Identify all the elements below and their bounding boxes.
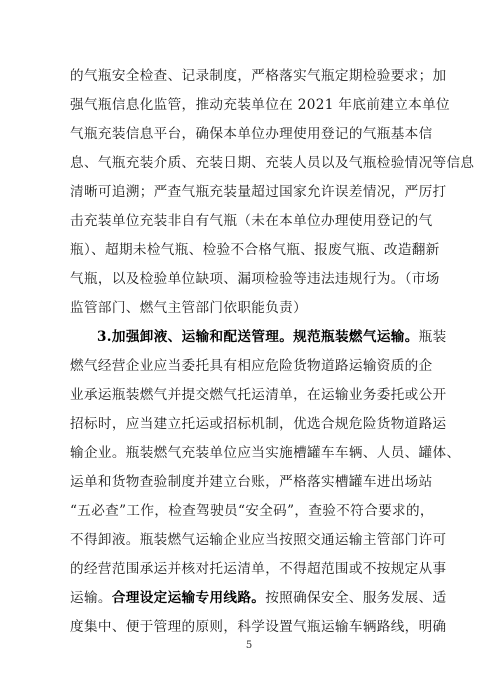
text-line [70, 613, 447, 642]
body-text-segment: 招标时，应当建立托运或招标机制，优选合规危险货物道路运 [70, 416, 447, 432]
text-line [70, 323, 447, 352]
body-text-segment: 强气瓶信息化监管，推动充装单位在 2021 年底前建立本单位 [70, 97, 450, 113]
body-text-segment: 息、气瓶充装介质、充装日期、充装人员以及气瓶检验情况等信息 [70, 155, 475, 171]
text-line [70, 439, 461, 468]
body-text-segment: 气瓶充装信息平台，确保本单位办理使用登记的气瓶基本信 [70, 126, 433, 142]
body-text-segment: 气瓶，以及检验单位缺项、漏项检验等违法违规行为。（市场 [70, 271, 440, 287]
text-line [70, 207, 432, 236]
body-text-segment: 的经营范围承运并核对托运清单，不得超范围或不按规定从事 [70, 561, 447, 577]
bold-heading-text: 3.加强卸液、运输和配送管理。规范瓶装燃气运输。 [97, 329, 419, 345]
text-line [70, 497, 432, 526]
text-line [70, 584, 447, 613]
body-text-segment: 瓶装 [418, 329, 447, 345]
body-text-segment: 击充装单位充装非自有气瓶（未在本单位办理使用登记的气 [70, 213, 433, 229]
page-number: 5 [245, 640, 253, 651]
text-line [70, 236, 440, 265]
text-line [70, 120, 432, 149]
body-text-segment: 运输。 [70, 590, 112, 606]
text-line [70, 555, 447, 584]
body-text-segment: 业承运瓶装燃气并提交燃气托运清单，在运输业务委托或公开 [70, 387, 447, 403]
body-text-segment: 按照确保安全、服务发展、适 [265, 590, 447, 606]
body-text-segment: 监管部门、燃气主管部门依职能负责） [70, 300, 308, 316]
text-line [70, 381, 447, 410]
text-line [70, 468, 432, 497]
text-line [70, 526, 447, 555]
bold-heading-text: 合理设定运输专用线路。 [111, 590, 266, 606]
text-line [70, 178, 447, 207]
body-text-segment: 的气瓶安全检查、记录制度，严格落实气瓶定期检验要求；加 [70, 68, 447, 84]
body-text-segment: 输企业。瓶装燃气充装单位应当实施槽罐车车辆、人员、罐体、 [70, 445, 461, 461]
text-line [70, 352, 432, 381]
body-text-segment: 度集中、便于管理的原则，科学设置气瓶运输车辆路线，明确 [70, 619, 447, 635]
text-line [70, 265, 440, 294]
body-text-segment: 清晰可追溯；严查气瓶充装量超过国家允许误差情况，严厉打 [70, 184, 447, 200]
text-line [70, 149, 475, 178]
text-line [70, 294, 432, 323]
body-text-segment: 燃气经营企业应当委托具有相应危险货物道路运输资质的企 [70, 358, 433, 374]
text-line [70, 62, 447, 91]
body-text [70, 62, 475, 642]
body-text-segment: 不得卸液。瓶装燃气运输企业应当按照交通运输主管部门许可 [70, 532, 447, 548]
body-text-segment: 运单和货物查验制度并建立台账，严格落实槽罐车进出场站 [70, 474, 433, 490]
body-text-segment: “五必查”工作，检查驾驶员“安全码”，查验不符合要求的， [70, 503, 434, 519]
text-line [70, 410, 447, 439]
text-line [70, 91, 450, 120]
body-text-segment: 瓶）、超期未检气瓶、检验不合格气瓶、报废气瓶、改造翻新 [70, 242, 440, 258]
